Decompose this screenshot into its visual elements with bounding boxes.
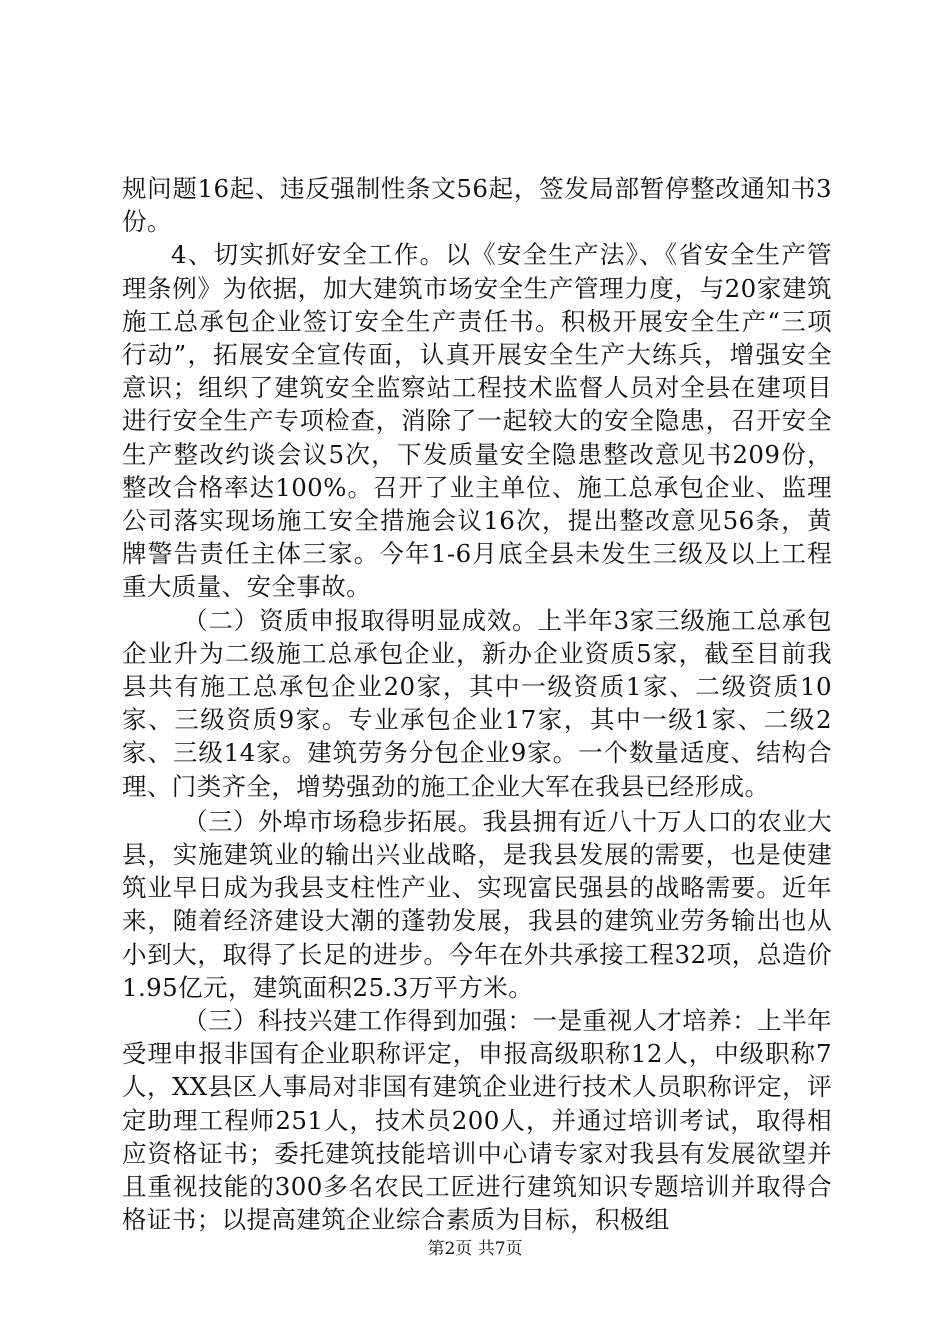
- paragraph-technology: （三）科技兴建工作得到加强：一是重视人才培养：上半年受理申报非国有企业职称评定，申报高级职称12人，中级职称7人，XX县区人事局对非国有建筑企业进行技术人员职称评定，评定助理工程师251人，技术员200人，并通过培训考试，取得相应资格证书；委托建筑技能培训中心请专家对我县有发展欲望并且重视技能的300多名农民工匠进行建筑知识专题培训并取得合格证书；以提高建筑企业综合素质为目标，积极组: [122, 1006, 832, 1235]
- paragraph-external-market: （三）外埠市场稳步拓展。我县拥有近八十万人口的农业大县，实施建筑业的输出兴业战略，是我县发展的需要，也是使建筑业早日成为我县支柱性产业、实现富民强县的战略需要。近年来，随着经济建设大潮的蓬勃发展，我县的建筑业劳务输出也从小到大，取得了长足的进步。今年在外共承接工程32项，总造价1.95亿元，建筑面积25.3万平方米。: [122, 806, 832, 1002]
- document-body: [122, 172, 832, 1237]
- page-number: 第2页 共7页: [427, 1239, 523, 1259]
- paragraph-qualification: （二）资质申报取得明显成效。上半年3家三级施工总承包企业升为二级施工总承包企业，新办企业资质5家，截至目前我县共有施工总承包企业20家，其中一级资质1家、二级资质10家、三级资质9家。专业承包企业17家，其中一级1家、二级2家、三级14家。建筑劳务分包企业9家。一个数量适度、结构合理、门类齐全，增势强劲的施工企业大军在我县已经形成。: [122, 605, 832, 801]
- paragraph-safety-work: 4、切实抓好安全工作。以《安全生产法》、《省安全生产管理条例》为依据，加大建筑市场安全生产管理力度，与20家建筑施工总承包企业签订安全生产责任书。积极开展安全生产“三项行动”，拓展安全宣传面，认真开展安全生产大练兵，增强安全意识；组织了建筑安全监察站工程技术监督人员对全县在建项目进行安全生产专项检查，消除了一起较大的安全隐患，召开安全生产整改约谈会议5次，下发质量安全隐患整改意见书209份，整改合格率达100%。召开了业主单位、施工总承包企业、监理公司落实现场施工安全措施会议16次，提出整改意见56条，黄牌警告责任主体三家。今年1-6月底全县未发生三级及以上工程重大质量、安全事故。: [122, 240, 832, 602]
- paragraph-continuation: 规问题16起、违反强制性条文56起，签发局部暂停整改通知书3份。: [122, 174, 832, 237]
